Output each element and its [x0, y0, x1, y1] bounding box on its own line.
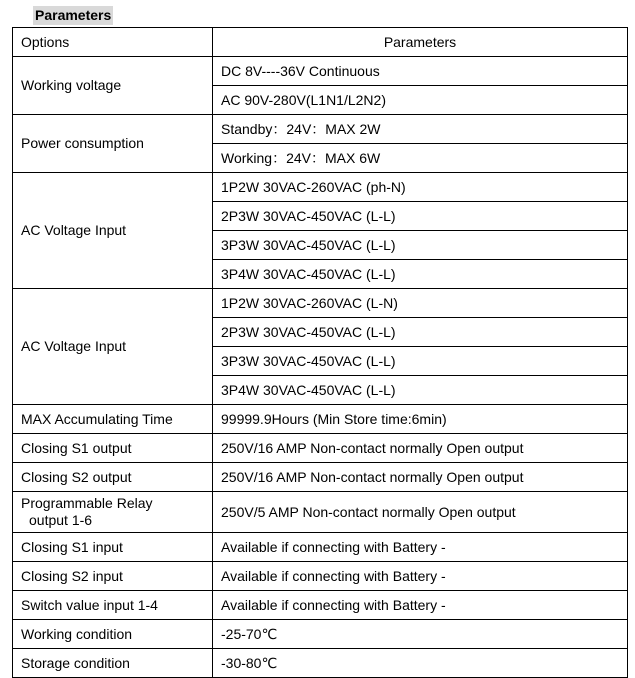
ac-voltage-2-value: 1P2W 30VAC-260VAC (L-N): [213, 289, 628, 318]
table-row: [13, 289, 628, 318]
ac-voltage-1-value: 2P3W 30VAC-450VAC (L-L): [213, 202, 628, 231]
power-standby: Standby：24V：MAX 2W: [213, 115, 628, 144]
ac-voltage-2-value: 3P4W 30VAC-450VAC (L-L): [213, 376, 628, 405]
options-header: Options: [13, 28, 213, 57]
programmable-relay-value: 250V/5 AMP Non-contact normally Open output: [213, 492, 628, 533]
table-row: [13, 649, 628, 678]
working-voltage-dc: DC 8V----36V Continuous: [213, 57, 628, 86]
parameters-table: [12, 27, 628, 678]
table-row: [13, 57, 628, 86]
power-working: Working：24V：MAX 6W: [213, 144, 628, 173]
storage-condition-label: Storage condition: [13, 649, 213, 678]
closing-s1-input-label: Closing S1 input: [13, 533, 213, 562]
table-row: [13, 562, 628, 591]
ac-voltage-2-value: 2P3W 30VAC-450VAC (L-L): [213, 318, 628, 347]
working-condition-label: Working condition: [13, 620, 213, 649]
closing-s2-output-label: Closing S2 output: [13, 463, 213, 492]
programmable-relay-label-line2: output 1-6: [29, 512, 93, 528]
working-voltage-label: Working voltage: [13, 57, 213, 115]
section-heading: Parameters: [35, 7, 112, 23]
closing-s2-input-label: Closing S2 input: [13, 562, 213, 591]
switch-value-input-label: Switch value input 1-4: [13, 591, 213, 620]
switch-value-input-value: Available if connecting with Battery -: [213, 591, 628, 620]
table-row: [13, 173, 628, 202]
max-accumulating-time-value: 99999.9Hours (Min Store time:6min): [213, 405, 628, 434]
table-row: [13, 591, 628, 620]
table-row: [13, 492, 628, 533]
table-row: [13, 620, 628, 649]
closing-s2-output-value: 250V/16 AMP Non-contact normally Open output: [213, 463, 628, 492]
ac-voltage-1-value: 1P2W 30VAC-260VAC (ph-N): [213, 173, 628, 202]
ac-voltage-2-value: 3P3W 30VAC-450VAC (L-L): [213, 347, 628, 376]
table-row: [13, 115, 628, 144]
closing-s1-input-value: Available if connecting with Battery -: [213, 533, 628, 562]
working-voltage-ac: AC 90V-280V(L1N1/L2N2): [213, 86, 628, 115]
ac-voltage-1-value: 3P3W 30VAC-450VAC (L-L): [213, 231, 628, 260]
closing-s1-output-label: Closing S1 output: [13, 434, 213, 463]
programmable-relay-label: [13, 492, 213, 533]
table-header-row: [13, 28, 628, 57]
table-row: [13, 434, 628, 463]
working-condition-value: -25-70℃: [213, 620, 628, 649]
storage-condition-value: -30-80℃: [213, 649, 628, 678]
closing-s1-output-value: 250V/16 AMP Non-contact normally Open output: [213, 434, 628, 463]
power-consumption-label: Power consumption: [13, 115, 213, 173]
ac-voltage-1-value: 3P4W 30VAC-450VAC (L-L): [213, 260, 628, 289]
max-accumulating-time-label: MAX Accumulating Time: [13, 405, 213, 434]
ac-voltage-input-label-2: AC Voltage Input: [13, 289, 213, 405]
table-row: [13, 405, 628, 434]
ac-voltage-input-label-1: AC Voltage Input: [13, 173, 213, 289]
table-row: [13, 463, 628, 492]
closing-s2-input-value: Available if connecting with Battery -: [213, 562, 628, 591]
table-row: [13, 533, 628, 562]
programmable-relay-label-line1: Programmable Relay: [21, 495, 153, 511]
parameters-header: Parameters: [213, 28, 628, 57]
